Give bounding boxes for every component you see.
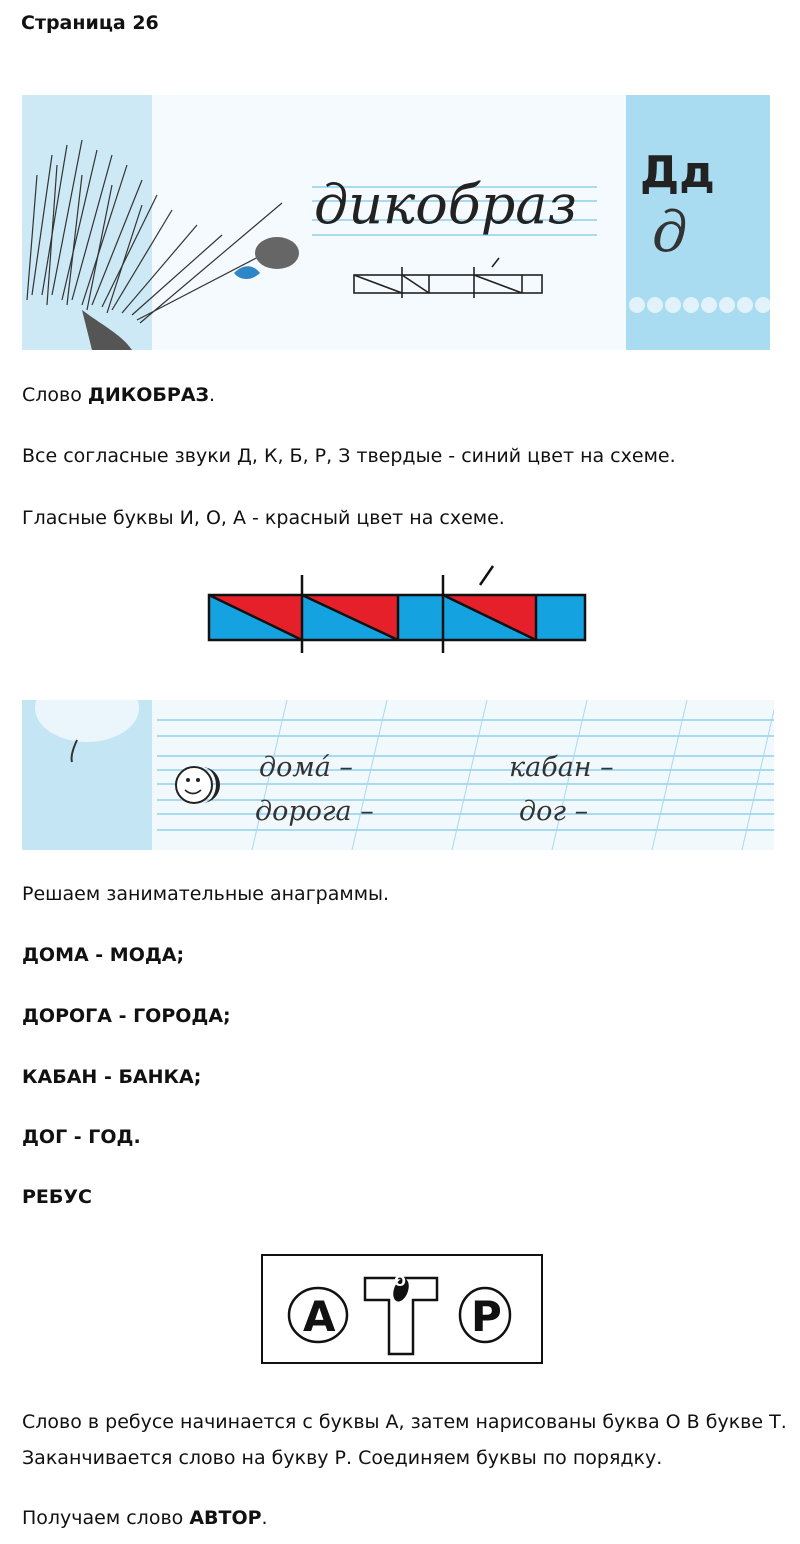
explanation-line-1: Слово в ребусе начинается с буквы А, затем нарисованы буква О В букве Т. (22, 1411, 787, 1433)
rebus-letter-a: A (303, 1292, 336, 1341)
rebus-heading: РЕБУС (22, 1186, 92, 1208)
word-line (22, 383, 215, 407)
letter-script: д (652, 200, 688, 265)
result-intro: Получаем слово (22, 1507, 190, 1529)
anagram-1: ДОМА - МОДА; (22, 944, 185, 966)
explanation-line-2: Заканчивается слово на букву Р. Соединяем буквы по порядку. (22, 1447, 663, 1469)
illustration-porcupine (22, 95, 770, 350)
vowels-text: Гласные буквы И, О, А - красный цвет на схеме. (22, 507, 505, 529)
word-intro: Слово (22, 384, 88, 406)
illustration-anagrams (22, 700, 774, 850)
result-bold: АВТОР (189, 1507, 262, 1529)
word-doroga: дорога – (255, 796, 374, 827)
anagram-intro: Решаем занимательные анаграммы. (22, 883, 390, 905)
word-bold: ДИКОБРАЗ (87, 384, 210, 406)
anagram-2: ДОРОГА - ГОРОДА; (22, 1005, 231, 1027)
page-title: Страница 26 (21, 12, 159, 34)
rebus-picture (261, 1254, 543, 1364)
word-kaban: кабан – (509, 752, 614, 783)
anagram-3: КАБАН - БАНКА; (22, 1066, 202, 1088)
word-end: . (209, 384, 216, 406)
word-dog: дог – (519, 796, 589, 827)
result-line (22, 1506, 268, 1530)
lined-page (22, 700, 774, 850)
anagram-4: ДОГ - ГОД. (22, 1126, 141, 1148)
rebus-letter-o: O (394, 1274, 406, 1290)
cursive-word: дикобраз (314, 173, 577, 236)
letter-print: Дд (640, 147, 715, 198)
word-doma: домá – (259, 752, 353, 783)
rebus-letter-r: P (471, 1292, 502, 1341)
sound-scheme (205, 563, 590, 658)
result-end: . (261, 1507, 268, 1529)
consonants-text: Все согласные звуки Д, К, Б, Р, З твердые - синий цвет на схеме. (22, 445, 676, 467)
